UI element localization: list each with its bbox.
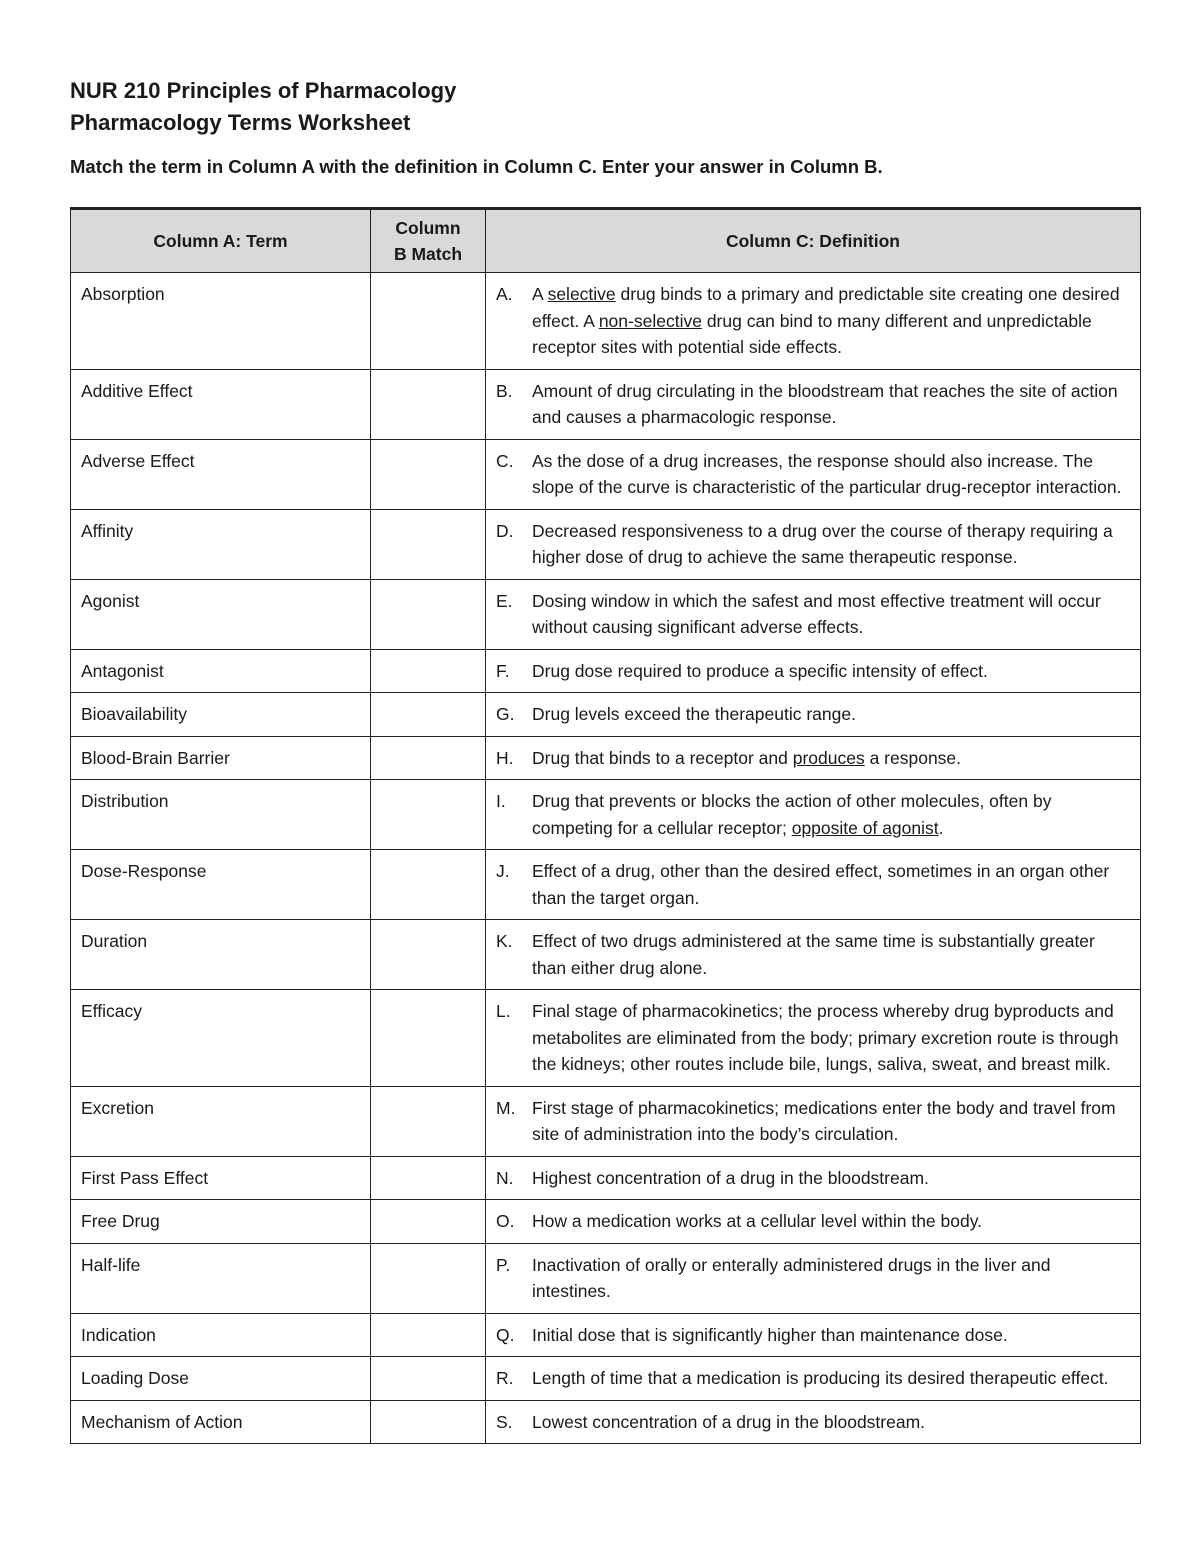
definition-letter: O. — [496, 1211, 515, 1231]
instructions: Match the term in Column A with the definition in Column C. Enter your answer in Column B. — [70, 156, 883, 177]
answer-cell[interactable] — [371, 1243, 486, 1313]
term-cell: Mechanism of Action — [71, 1400, 371, 1444]
definition-segment: Inactivation of orally or enterally administered drugs in the liver and intestines. — [532, 1254, 1051, 1301]
term-cell: Dose-Response — [71, 850, 371, 920]
term-cell: Loading Dose — [71, 1357, 371, 1401]
definition-segment: Effect of a drug, other than the desired effect, sometimes in an organ other than the target organ. — [532, 861, 1110, 908]
term-cell: Adverse Effect — [71, 439, 371, 509]
definition-text — [532, 928, 1130, 981]
answer-cell[interactable] — [371, 1357, 486, 1401]
definition-text — [532, 1322, 1130, 1349]
underlined-phrase: produces — [792, 747, 865, 768]
term-cell: Half-life — [71, 1243, 371, 1313]
table-row — [71, 509, 1141, 579]
answer-cell[interactable] — [371, 1086, 486, 1156]
answer-cell[interactable] — [371, 1313, 486, 1357]
table-row — [71, 579, 1141, 649]
definition-segment: Drug that binds to a receptor and — [532, 747, 793, 768]
course-title: NUR 210 Principles of Pharmacology — [70, 78, 457, 103]
definition-text — [532, 701, 1130, 728]
definition-segment: Amount of drug circulating in the bloodstream that reaches the site of action and causes a pharmacologic response. — [532, 380, 1118, 427]
definition-segment: A — [532, 284, 548, 304]
definition-cell — [486, 1086, 1141, 1156]
term-cell: Distribution — [71, 780, 371, 850]
definition-text — [532, 1365, 1130, 1392]
table-row — [71, 1357, 1141, 1401]
answer-cell[interactable] — [371, 1156, 486, 1200]
definition-segment: Drug that prevents or blocks the action of other molecules, often by competing for a cellular receptor; — [532, 791, 1052, 838]
definition-text — [532, 281, 1130, 361]
table-row — [71, 850, 1141, 920]
definition-letter: K. — [496, 931, 513, 951]
definition-segment: drug binds to a primary and predictable site creating one desired effect. A — [532, 284, 1120, 331]
definition-segment: How a medication works at a cellular level within the body. — [532, 1211, 983, 1231]
table-row — [71, 780, 1141, 850]
definition-letter: I. — [496, 791, 506, 811]
definition-cell — [486, 1357, 1141, 1401]
definition-cell — [486, 579, 1141, 649]
definition-cell — [486, 1243, 1141, 1313]
definition-letter: J. — [496, 861, 510, 881]
answer-cell[interactable] — [371, 920, 486, 990]
answer-cell[interactable] — [371, 850, 486, 920]
definition-cell — [486, 736, 1141, 780]
definition-text — [532, 745, 1130, 772]
table-row — [71, 273, 1141, 370]
term-cell: Bioavailability — [71, 693, 371, 737]
answer-cell[interactable] — [371, 990, 486, 1087]
table-row — [71, 920, 1141, 990]
table-row — [71, 1200, 1141, 1244]
answer-cell[interactable] — [371, 439, 486, 509]
definition-cell — [486, 369, 1141, 439]
definition-segment: Highest concentration of a drug in the bloodstream. — [532, 1167, 929, 1188]
definition-letter: L. — [496, 1001, 511, 1021]
answer-cell[interactable] — [371, 780, 486, 850]
definition-letter: G. — [496, 704, 515, 724]
term-cell: Excretion — [71, 1086, 371, 1156]
term-cell: Indication — [71, 1313, 371, 1357]
term-cell: Blood-Brain Barrier — [71, 736, 371, 780]
definition-segment: As the dose of a drug increases, the response should also increase. The slope of the curve is characteristic of the particular drug-receptor interaction. — [532, 450, 1122, 497]
definition-text — [532, 998, 1130, 1078]
definition-cell — [486, 1200, 1141, 1244]
definition-text — [532, 378, 1130, 431]
column-b-header: Column B Match — [371, 209, 486, 273]
term-cell: Free Drug — [71, 1200, 371, 1244]
definition-letter: B. — [496, 380, 513, 401]
definition-segment: Drug dose required to produce a specific intensity of effect. — [532, 660, 988, 681]
definition-segment: Initial dose that is significantly higher than maintenance dose. — [532, 1324, 1008, 1345]
worksheet-title: Pharmacology Terms Worksheet — [70, 110, 411, 135]
table-header-row — [71, 209, 1141, 273]
definition-letter: F. — [496, 660, 510, 681]
answer-cell[interactable] — [371, 736, 486, 780]
definition-text — [532, 518, 1130, 571]
answer-cell[interactable] — [371, 273, 486, 370]
definition-segment: Length of time that a medication is producing its desired therapeutic effect. — [532, 1368, 1109, 1388]
table-row — [71, 1313, 1141, 1357]
definition-text — [532, 1095, 1130, 1148]
definition-text — [532, 858, 1130, 911]
answer-cell[interactable] — [371, 579, 486, 649]
definition-segment: Final stage of pharmacokinetics; the process whereby drug byproducts and metabolites are eliminated from the body; primary excretion route is through the kidneys; other routes include bile, lungs, saliva, sweat, and breast milk. — [532, 1001, 1119, 1074]
definition-letter: S. — [496, 1411, 513, 1432]
definition-segment: . — [938, 817, 944, 838]
definition-segment: First stage of pharmacokinetics; medications enter the body and travel from site of administration into the body’s circulation. — [532, 1097, 1116, 1144]
definition-segment: Lowest concentration of a drug in the bloodstream. — [532, 1411, 926, 1432]
definition-letter: P. — [496, 1254, 511, 1275]
definition-letter: Q. — [496, 1324, 515, 1345]
definition-cell — [486, 649, 1141, 693]
definition-cell — [486, 990, 1141, 1087]
term-cell: Agonist — [71, 579, 371, 649]
term-cell: First Pass Effect — [71, 1156, 371, 1200]
term-cell: Additive Effect — [71, 369, 371, 439]
term-cell: Efficacy — [71, 990, 371, 1087]
table-row — [71, 369, 1141, 439]
definition-segment: Dosing window in which the safest and most effective treatment will occur without causing significant adverse effects. — [532, 590, 1101, 637]
definition-cell — [486, 509, 1141, 579]
definition-segment: Effect of two drugs administered at the same time is substantially greater than either drug alone. — [532, 931, 1095, 978]
table-row — [71, 439, 1141, 509]
definition-cell — [486, 920, 1141, 990]
definition-letter: H. — [496, 747, 514, 768]
definition-text — [532, 1208, 1130, 1235]
table-row — [71, 1400, 1141, 1444]
underlined-phrase: selective — [547, 284, 616, 304]
definition-letter: A. — [496, 284, 513, 304]
definition-segment: a response. — [864, 747, 962, 768]
answer-cell[interactable] — [371, 369, 486, 439]
term-cell: Antagonist — [71, 649, 371, 693]
matching-table — [70, 207, 1141, 1444]
definition-text — [532, 788, 1130, 841]
definition-cell — [486, 1313, 1141, 1357]
definition-text — [532, 588, 1130, 641]
definition-letter: N. — [496, 1167, 514, 1188]
definition-cell — [486, 1400, 1141, 1444]
table-row — [71, 1156, 1141, 1200]
underlined-phrase: non-selective — [598, 310, 702, 331]
table-row — [71, 1086, 1141, 1156]
term-cell: Affinity — [71, 509, 371, 579]
underlined-phrase: opposite of agonist — [791, 817, 939, 838]
table-row — [71, 693, 1141, 737]
answer-cell[interactable] — [371, 1200, 486, 1244]
column-c-header: Column C: Definition — [486, 209, 1141, 273]
definition-letter: E. — [496, 590, 513, 611]
definition-letter: R. — [496, 1368, 514, 1388]
answer-cell[interactable] — [371, 1400, 486, 1444]
table-body — [71, 273, 1141, 1444]
table-row — [71, 736, 1141, 780]
definition-cell — [486, 780, 1141, 850]
definition-text — [532, 1409, 1130, 1436]
term-cell: Absorption — [71, 273, 371, 370]
definition-letter: D. — [496, 520, 514, 541]
table-row — [71, 649, 1141, 693]
definition-letter: C. — [496, 450, 514, 471]
definition-cell — [486, 439, 1141, 509]
answer-cell[interactable] — [371, 693, 486, 737]
table-row — [71, 990, 1141, 1087]
worksheet-header — [70, 76, 883, 180]
answer-cell[interactable] — [371, 509, 486, 579]
column-a-header: Column A: Term — [71, 209, 371, 273]
answer-cell[interactable] — [371, 649, 486, 693]
definition-segment: Drug levels exceed the therapeutic range. — [532, 704, 856, 724]
definition-segment: Decreased responsiveness to a drug over the course of therapy requiring a higher dose of drug to achieve the same therapeutic response. — [532, 520, 1113, 567]
definition-cell — [486, 693, 1141, 737]
definition-cell — [486, 850, 1141, 920]
definition-text — [532, 658, 1130, 685]
definition-cell — [486, 1156, 1141, 1200]
definition-text — [532, 1252, 1130, 1305]
term-cell: Duration — [71, 920, 371, 990]
definition-segment: drug can bind to many different and unpredictable receptor sites with potential side effects. — [532, 310, 1092, 357]
table-row — [71, 1243, 1141, 1313]
definition-text — [532, 448, 1130, 501]
definition-text — [532, 1165, 1130, 1192]
definition-cell — [486, 273, 1141, 370]
definition-letter: M. — [496, 1097, 516, 1118]
